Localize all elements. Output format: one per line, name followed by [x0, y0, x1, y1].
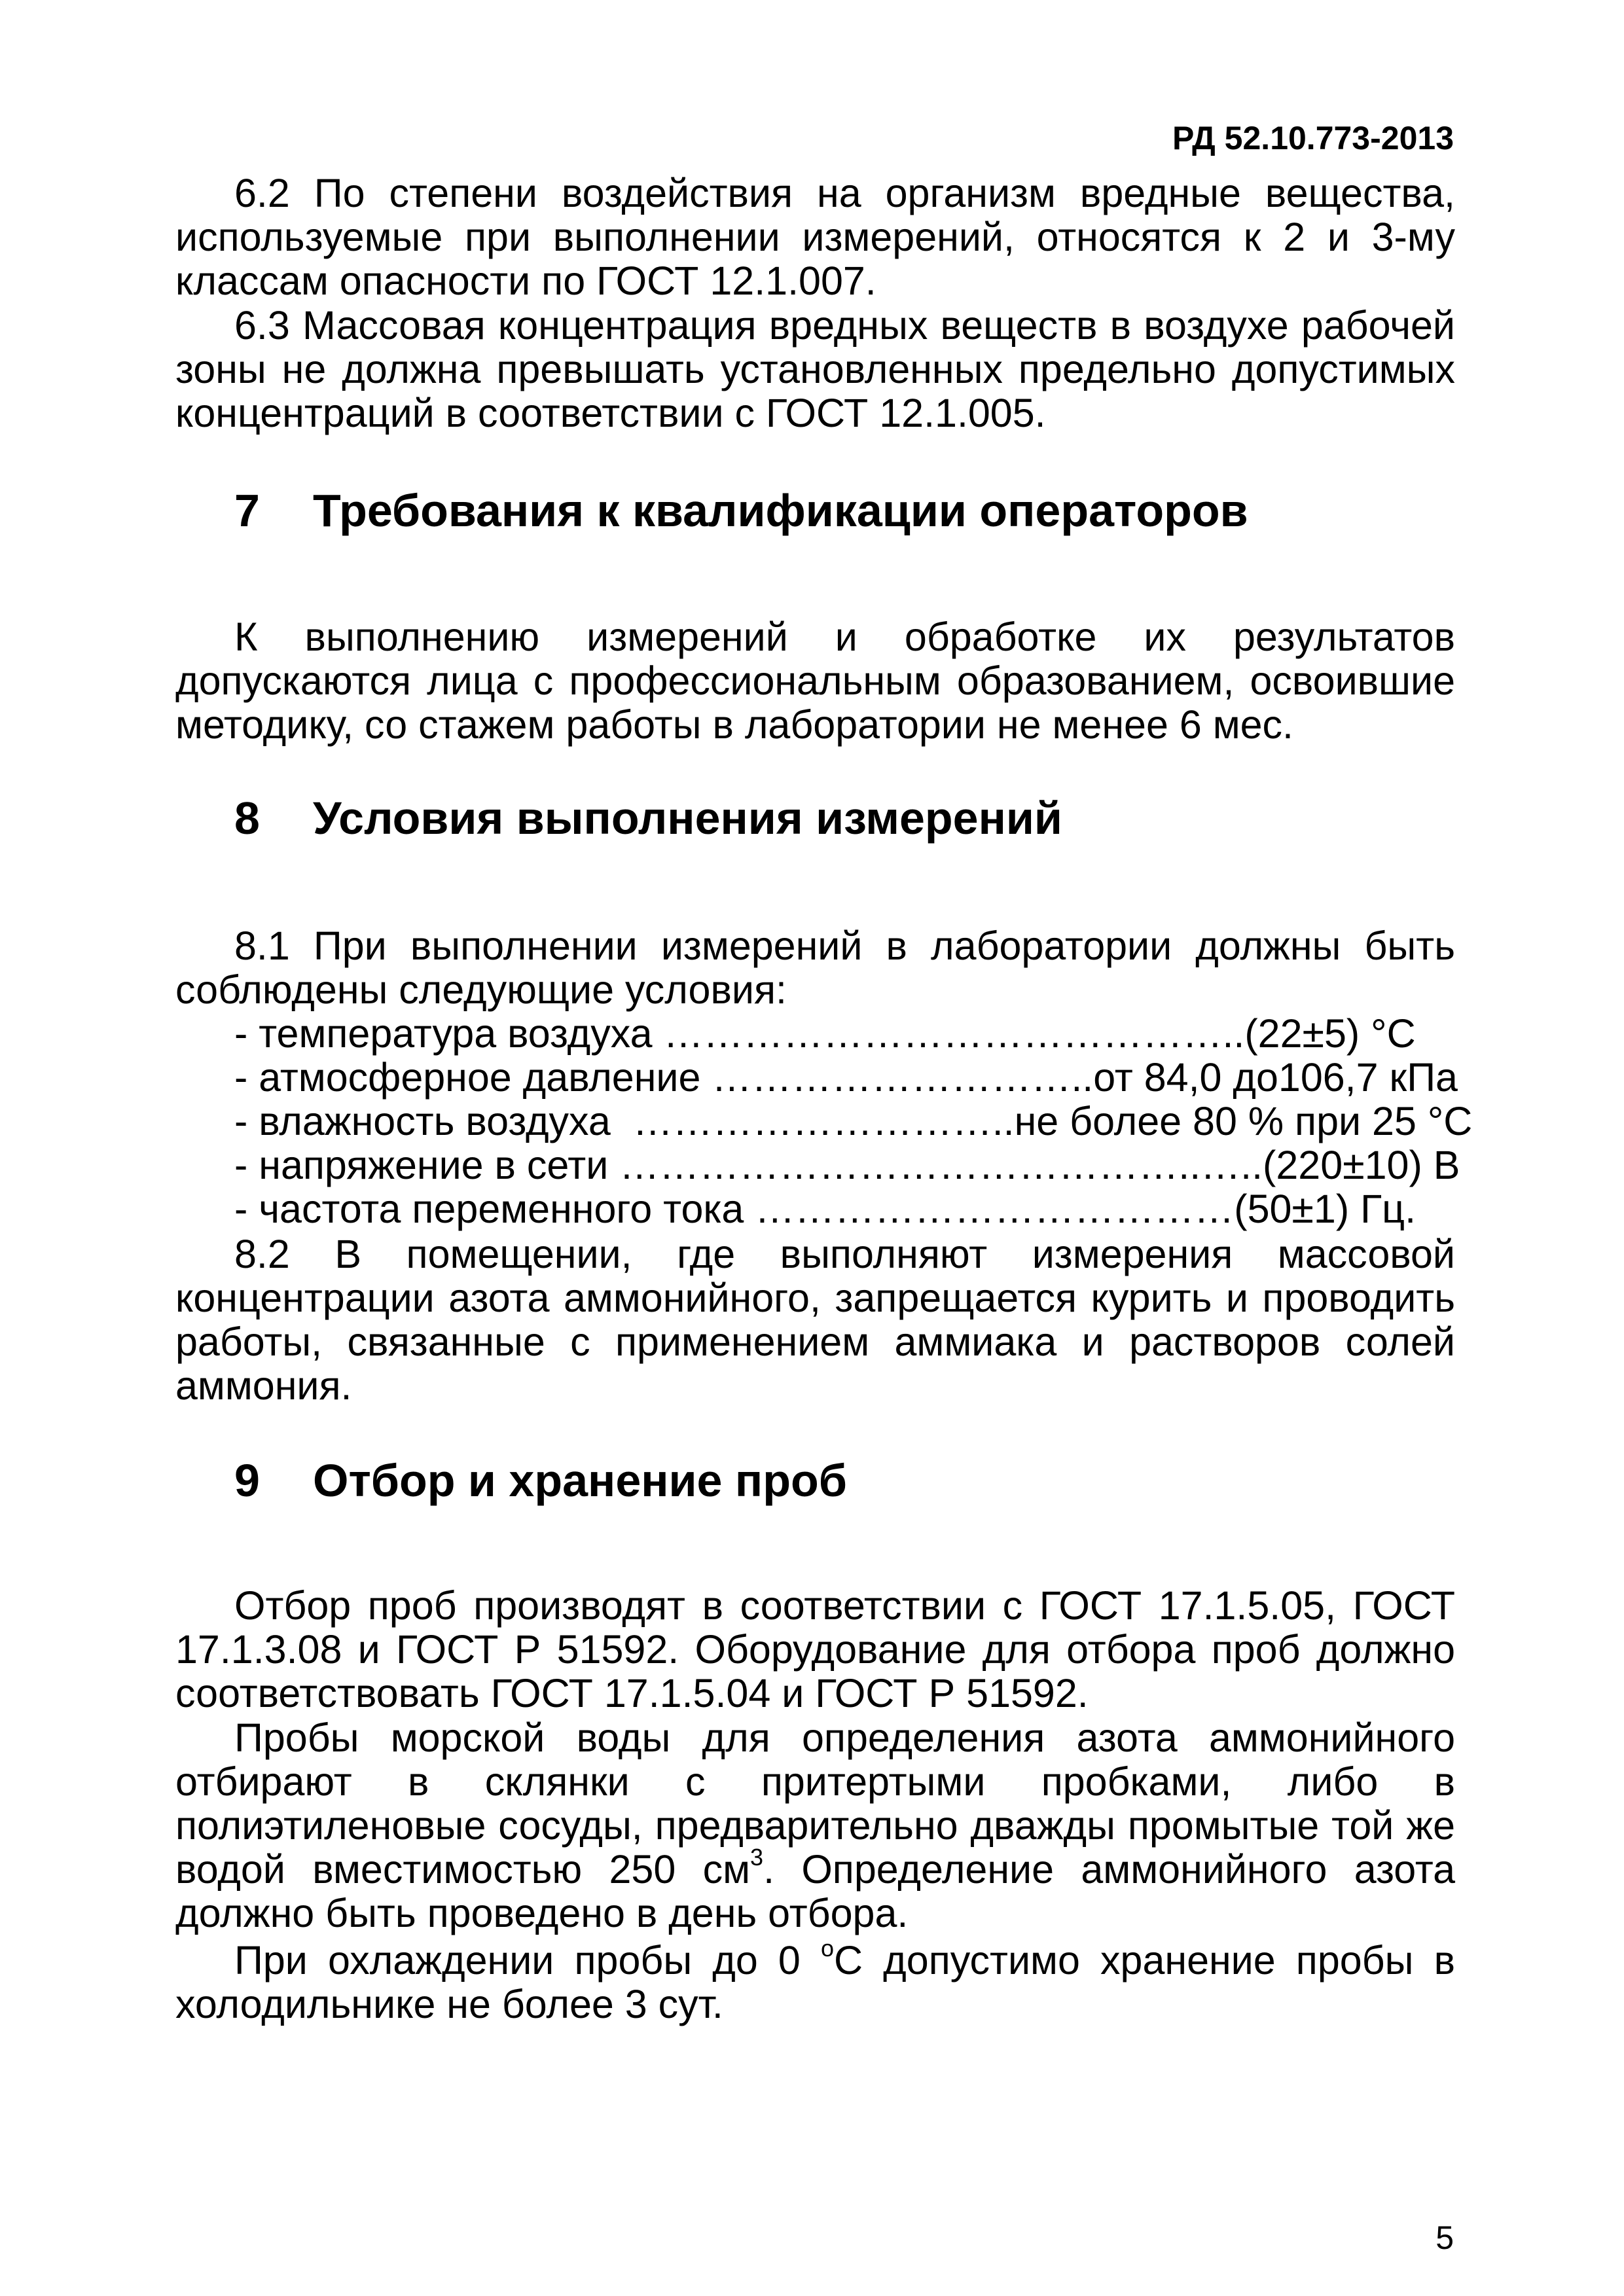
paragraph-6-3: 6.3 Массовая концентрация вредных веществ в воздухе рабочей зоны не должна превышать установленных предельно допустимых концентраций в соответствии с ГОСТ 12.1.005. [175, 303, 1455, 435]
condition-humidity: - влажность воздуха ………………………..не более 80 % при 25 °С [234, 1099, 1473, 1143]
condition-pressure: - атмосферное давление ………………………..от 84,0 до106,7 кПа [234, 1055, 1458, 1100]
paragraph-9-2-text-a: Пробы морской воды для определения азота аммонийного отбирают в склянки с притертыми пробками, либо в полиэтиленовые сосуды, предварительно дважды промытые той же водой вместимостью 250 см [175, 1715, 1455, 1892]
section-8-title: Условия выполнения измерений [313, 793, 1062, 844]
conditions-list [234, 1012, 1472, 1231]
section-8-number: 8 [234, 793, 260, 844]
paragraph-9-3-text-b: С допустимо хранение пробы в холодильнике не более 3 сут. [175, 1938, 1455, 2026]
section-9-number: 9 [234, 1455, 260, 1506]
superscript-degree: о [820, 1934, 834, 1962]
paragraph-9-3-text-a: При охлаждении пробы до 0 [234, 1938, 821, 1982]
condition-frequency: - частота переменного тока ………………………………(50±1) Гц. [234, 1187, 1416, 1231]
paragraph-9-1: Отбор проб производят в соответствии с ГОСТ 17.1.5.05, ГОСТ 17.1.3.08 и ГОСТ Р 51592. Оборудование для отбора проб должно соответствовать ГОСТ 17.1.5.04 и ГОСТ Р 51592. [175, 1583, 1455, 1715]
paragraph-7: К выполнению измерений и обработке их результатов допускаются лица с профессиональным образованием, освоившие методику, со стажем работы в лаборатории не менее 6 мес. [175, 615, 1455, 747]
condition-voltage: - напряжение в сети ……………………………………..…..(220±10) В [234, 1143, 1460, 1187]
paragraph-9-2-text-b: . Определение аммонийного азота должно быть проведено в день отбора. [175, 1847, 1456, 1935]
paragraph-9-3 [175, 1934, 1455, 2026]
section-7-title: Требования к квалификации операторов [313, 485, 1248, 536]
section-8-heading [234, 792, 1062, 844]
paragraph-9-2 [175, 1716, 1455, 1935]
paragraph-6-2: 6.2 По степени воздействия на организм вредные вещества, используемые при выполнении измерений, относятся к 2 и 3-му классам опасности по ГОСТ 12.1.007. [175, 171, 1455, 303]
section-9-heading [234, 1454, 847, 1507]
section-7-heading [234, 484, 1248, 537]
page-number: 5 [1435, 2219, 1454, 2256]
section-7-number: 7 [234, 485, 260, 536]
paragraph-8-2: 8.2 В помещении, где выполняют измерения массовой концентрации азота аммонийного, запрещается курить и проводить работы, связанные с применением аммиака и растворов солей аммония. [175, 1232, 1455, 1408]
section-9-title: Отбор и хранение проб [313, 1455, 847, 1506]
document-code: РД 52.10.773-2013 [1172, 120, 1454, 156]
superscript-cubed: 3 [750, 1843, 764, 1871]
paragraph-8-1: 8.1 При выполнении измерений в лаборатории должны быть соблюдены следующие условия: [175, 924, 1455, 1012]
condition-temperature: - температура воздуха ……………………………………..(22±5) °С [234, 1011, 1416, 1056]
